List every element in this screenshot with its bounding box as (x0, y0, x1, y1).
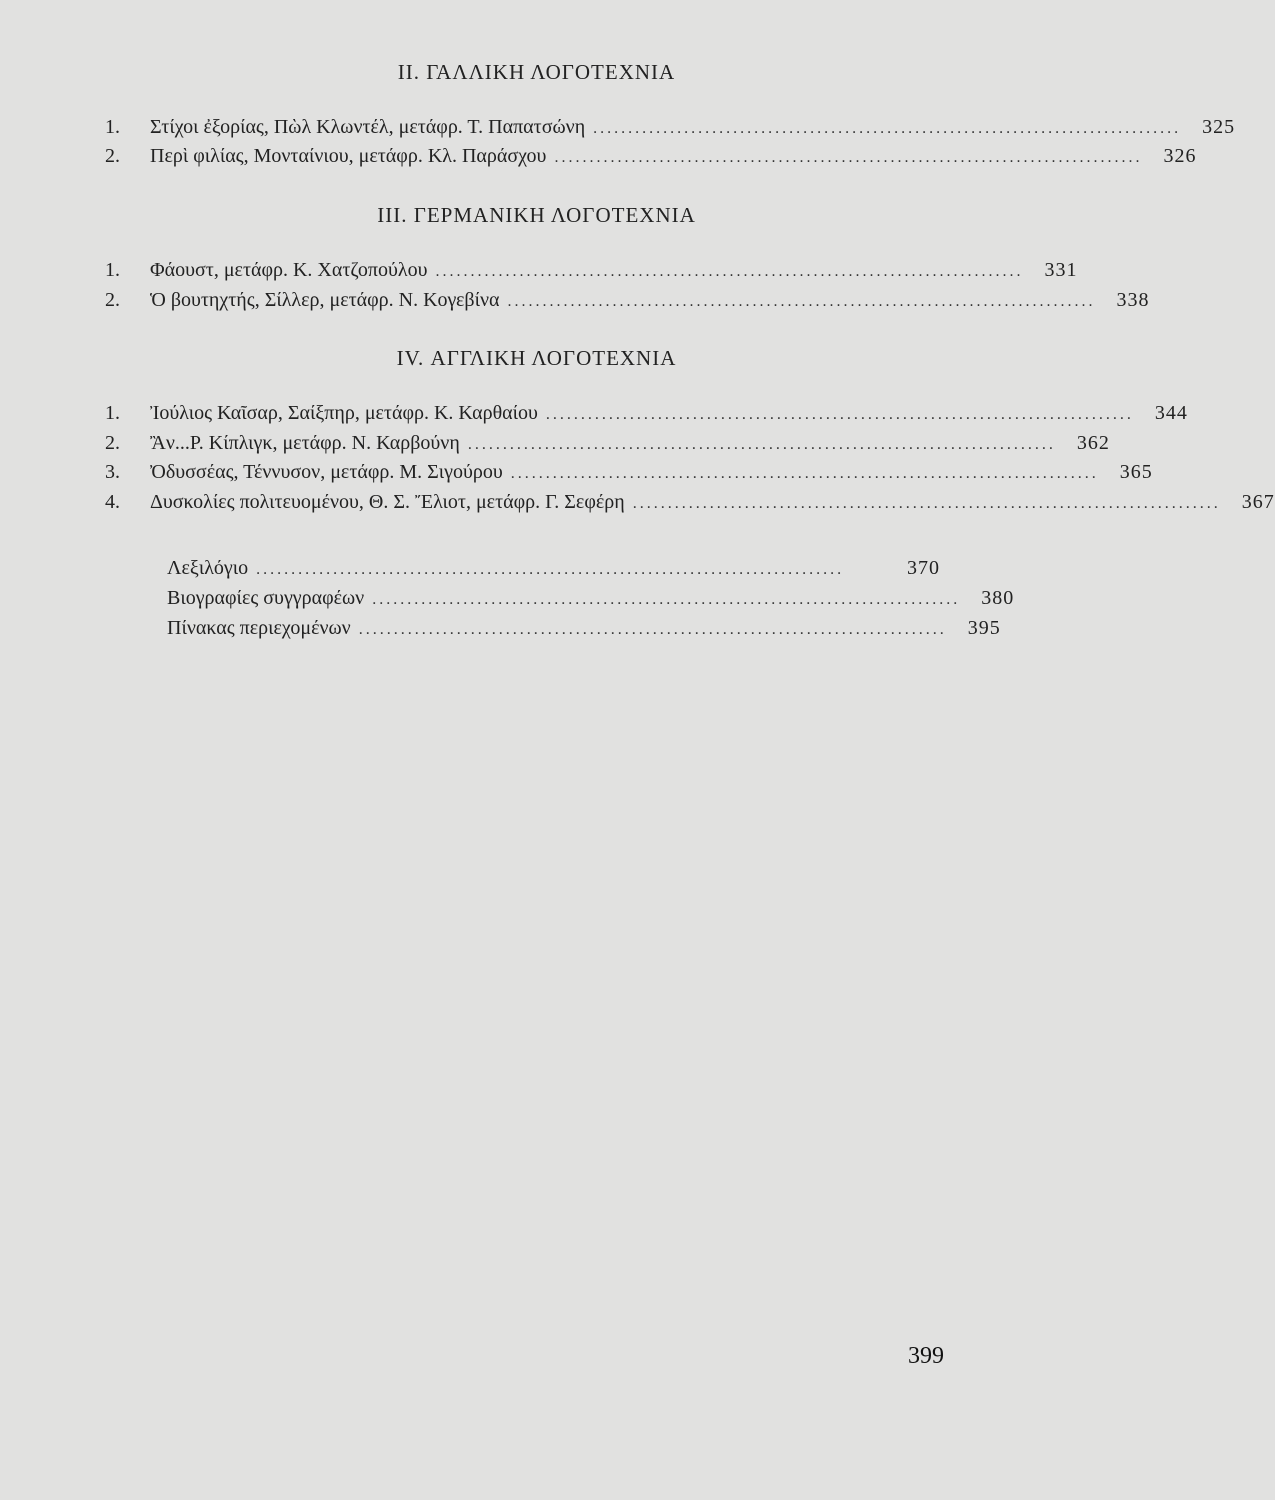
entry-page: 395 (967, 617, 1001, 639)
entry-page: 325 (1202, 116, 1236, 138)
entry-title: Λεξιλόγιο (167, 557, 249, 579)
entry-title: Φάουστ, μετάφρ. Κ. Χατζοπούλου (150, 259, 428, 281)
leader-dots: .................................................................................... (510, 465, 1099, 482)
leader-dots: .................................................................................... (358, 621, 947, 638)
entry-title: Ὁ βουτηχτής, Σίλλερ, μετάφρ. Ν. Κογεβίνα (150, 289, 500, 311)
entry-page: 380 (981, 587, 1015, 609)
entry-title: Βιογραφίες συγγραφέων (167, 587, 365, 609)
entry-title: Στίχοι ἐξορίας, Πὼλ Κλωντέλ, μετάφρ. Τ. Παπατσώνη (150, 116, 586, 138)
leader-dots: .................................................................................... (435, 263, 1024, 280)
entry-page: 367 (1241, 491, 1275, 513)
entry-number: 2. (105, 289, 120, 311)
leader-dots: .................................................................................... (467, 436, 1056, 453)
section-title-english: IV. ΑΓΓΛΙΚΗ ΛΟΓΟΤΕΧΝΙΑ (396, 346, 677, 370)
leader-dots: .................................................................................... (554, 149, 1143, 166)
leader-dots: .................................................................................... (593, 120, 1182, 137)
entry-title: Ὀδυσσέας, Τέννυσον, μετάφρ. Μ. Σιγούρου (150, 461, 503, 483)
entry-number: 2. (105, 432, 120, 454)
entry-number: 1. (105, 402, 120, 424)
leader-dots: .................................................................................... (632, 495, 1221, 512)
toc-entry (105, 488, 1275, 516)
entry-number: 1. (105, 259, 120, 281)
entry-page: 344 (1154, 402, 1188, 424)
toc-entry (105, 142, 1197, 170)
toc-entry-glossary (167, 554, 940, 582)
leader-dots: .................................................................................... (372, 591, 961, 608)
entry-title: Πίνακας περιεχομένων (167, 617, 351, 639)
entry-title: Ἂν...Ρ. Κίπλιγκ, μετάφρ. Ν. Καρβούνη (150, 432, 460, 454)
entry-page: 365 (1119, 461, 1153, 483)
entry-title: Δυσκολίες πολιτευομένου, Θ. Σ. Ἔλιοτ, μετάφρ. Γ. Σεφέρη (150, 491, 625, 513)
entry-page: 331 (1044, 259, 1078, 281)
entry-number: 4. (105, 491, 120, 513)
entry-number: 3. (105, 461, 120, 483)
entry-page: 370 (907, 557, 940, 579)
toc-entry (105, 286, 1150, 314)
leader-dots: .................................................................................... (545, 406, 1134, 423)
toc-entry-contents (167, 614, 1001, 642)
leader-dots: .................................................................................... (507, 293, 1096, 310)
toc-entry-biographies (167, 584, 1015, 612)
section-title-german: III. ΓΕΡΜΑΝΙΚΗ ΛΟΓΟΤΕΧΝΙΑ (377, 203, 696, 227)
entry-number: 1. (105, 116, 120, 138)
leader-dots: .................................................................................... (256, 561, 845, 578)
show-through-shadow (530, 1230, 950, 1310)
toc-entry (105, 256, 1078, 284)
toc-entry (105, 458, 1153, 486)
entry-number: 2. (105, 145, 120, 167)
entry-page: 362 (1076, 432, 1110, 454)
entry-page: 338 (1116, 289, 1150, 311)
page-number: 399 (908, 1343, 944, 1369)
section-title-french: II. ΓΑΛΛΙΚΗ ΛΟΓΟΤΕΧΝΙΑ (397, 60, 676, 84)
toc-entry (105, 429, 1110, 457)
toc-entry (105, 399, 1188, 427)
toc-entry (105, 113, 1236, 141)
entry-title: Περὶ φιλίας, Μονταίνιου, μετάφρ. Κλ. Παράσχου (150, 145, 547, 167)
entry-page: 326 (1163, 145, 1197, 167)
entry-title: Ἰούλιος Καῖσαρ, Σαίξπηρ, μετάφρ. Κ. Καρθαίου (150, 402, 538, 424)
